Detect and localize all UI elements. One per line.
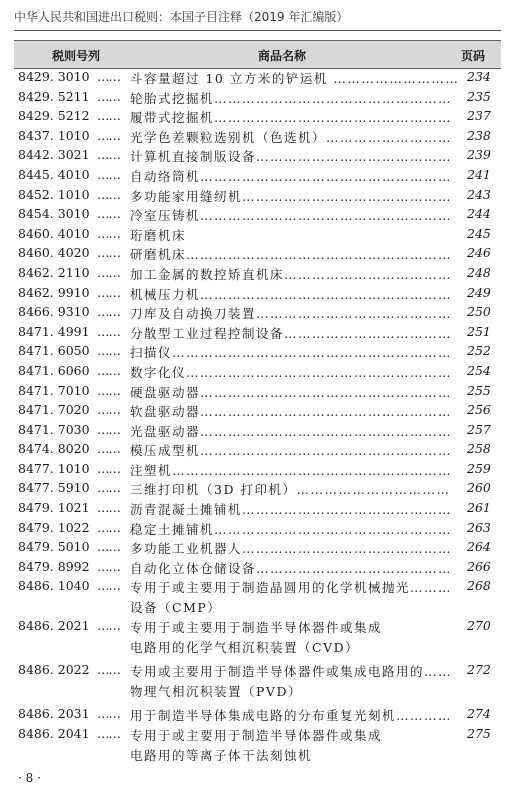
goods-name-line: 冷室压铸机……………………………………………… (130, 208, 453, 224)
tariff-code: 8471. 7020 (18, 402, 90, 418)
goods-name-line: 自动化立体仓储设备…………………………………… (130, 560, 453, 576)
goods-name (130, 245, 460, 263)
leader-dots: …… (97, 558, 120, 574)
leader-dots: …… (97, 147, 120, 163)
header-rule (14, 30, 501, 31)
tariff-code: 8460. 4020 (18, 245, 90, 261)
tariff-code: 8445. 4010 (18, 166, 90, 182)
tariff-code: 8486. 2021 (18, 618, 90, 634)
tariff-code: 8479. 8992 (18, 558, 90, 574)
tariff-code: 8429. 5211 (18, 88, 90, 104)
table-row (14, 147, 501, 167)
goods-name (130, 89, 460, 107)
leader-dots: …… (97, 166, 120, 182)
table-row (14, 108, 501, 128)
leader-dots: …… (97, 69, 120, 84)
table-row (14, 128, 501, 148)
goods-name (130, 69, 460, 87)
goods-name (130, 441, 460, 459)
goods-name (130, 108, 460, 126)
goods-name (130, 461, 460, 479)
page-ref: 241 (467, 166, 491, 182)
goods-name (130, 578, 460, 618)
leader-dots: …… (97, 480, 120, 496)
goods-name (130, 285, 460, 303)
page-ref: 234 (467, 69, 491, 84)
tariff-code: 8471. 7010 (18, 382, 90, 398)
table-row (14, 578, 501, 618)
leader-dots: …… (97, 382, 120, 398)
leader-dots: …… (97, 264, 120, 280)
tariff-code: 8429. 3010 (18, 69, 90, 84)
table-row (14, 480, 501, 500)
page-ref: 250 (467, 304, 491, 320)
table-row (14, 539, 501, 559)
goods-name-line: 扫描仪…………………………………………………… (130, 345, 453, 361)
goods-name-line: 计算机直接制版设备…………………………………… (130, 149, 453, 165)
page-ref: 260 (467, 480, 491, 496)
goods-name (130, 480, 460, 498)
goods-name-line: 电路用的化学气相沉积装置（CVD） (130, 640, 360, 656)
tariff-code: 8462. 9910 (18, 284, 90, 300)
table-body (14, 69, 501, 770)
goods-name-line: 硬盘驱动器……………………………………………… (130, 384, 453, 400)
table-row (14, 618, 501, 662)
page-ref: 268 (467, 578, 491, 594)
page-ref: 263 (467, 519, 491, 535)
leader-dots: …… (97, 362, 120, 378)
leader-dots: …… (97, 402, 120, 418)
goods-name (130, 402, 460, 420)
goods-name-line: 光学色差颗粒选别机（色选机）……………………… (130, 129, 453, 145)
goods-name (130, 324, 460, 342)
table-row (14, 226, 501, 246)
goods-name (130, 706, 460, 724)
page-ref: 249 (467, 284, 491, 300)
leader-dots: …… (97, 519, 120, 535)
page-ref: 270 (467, 618, 491, 634)
tariff-code: 8477. 1010 (18, 460, 90, 476)
goods-name-line: 光盘驱动器……………………………………………… (130, 423, 453, 439)
page-ref: 252 (467, 343, 491, 359)
goods-name-line: 多功能家用缝纫机……………………………………… (130, 188, 453, 204)
tariff-code: 8452. 1010 (18, 186, 90, 202)
table-row (14, 520, 501, 540)
leader-dots: …… (97, 618, 120, 634)
page-ref: 258 (467, 441, 491, 457)
goods-name-line: 模压成型机……………………………………………… (130, 443, 453, 459)
leader-dots: …… (97, 421, 120, 437)
page-ref: 256 (467, 402, 491, 418)
goods-name-line: 专用于或主要用于制造半导体器件或集成 (130, 620, 383, 636)
goods-name-line: 刀库及自动换刀装置…………………………………… (130, 306, 453, 322)
page-ref: 259 (467, 460, 491, 476)
table-row (14, 559, 501, 579)
leader-dots: …… (97, 127, 120, 143)
goods-name-line: 珩磨机床 (130, 227, 187, 243)
goods-name (130, 383, 460, 401)
leader-dots: …… (97, 323, 120, 339)
table-row (14, 206, 501, 226)
table-row (14, 461, 501, 481)
column-header-page: 页码 (461, 49, 486, 63)
goods-name (130, 128, 460, 146)
goods-name-line: 设备（CMP） (130, 600, 222, 616)
leader-dots: …… (97, 578, 120, 594)
page-ref: 275 (467, 726, 491, 742)
leader-dots: …… (97, 662, 120, 678)
page-ref: 243 (467, 186, 491, 202)
leader-dots: …… (97, 245, 120, 261)
table-row (14, 343, 501, 363)
leader-dots: …… (97, 108, 120, 124)
tariff-code: 8454. 3010 (18, 206, 90, 222)
tariff-code: 8437. 1010 (18, 127, 90, 143)
tariff-code: 8486. 2041 (18, 726, 90, 742)
page-ref: 248 (467, 264, 491, 280)
leader-dots: …… (97, 304, 120, 320)
table-row (14, 726, 501, 770)
goods-name (130, 539, 460, 557)
goods-name (130, 265, 460, 283)
goods-name-line: 加工金属的数控矫直机床……………………………… (130, 266, 453, 282)
goods-name (130, 422, 460, 440)
tariff-code: 8477. 5910 (18, 480, 90, 496)
leader-dots: …… (97, 441, 120, 457)
table-row (14, 285, 501, 305)
tariff-code: 8486. 1040 (18, 578, 90, 594)
table-header (14, 40, 501, 69)
leader-dots: …… (97, 539, 120, 555)
goods-name-line: 分散型工业过程控制设备……………………………… (130, 325, 453, 341)
goods-name-line: 注塑机…………………………………………………… (130, 462, 453, 478)
page-ref: 272 (467, 662, 491, 678)
leader-dots: …… (97, 186, 120, 202)
table-row (14, 304, 501, 324)
goods-name (130, 662, 460, 702)
tariff-code: 8466. 9310 (18, 304, 90, 320)
tariff-code: 8462. 2110 (18, 264, 90, 280)
table-row (14, 402, 501, 422)
table-row (14, 265, 501, 285)
page-ref: 255 (467, 382, 491, 398)
table-row (14, 69, 501, 89)
leader-dots: …… (97, 343, 120, 359)
leader-dots: …… (97, 706, 120, 722)
goods-name (130, 363, 460, 381)
table-row (14, 167, 501, 187)
page-ref: 257 (467, 421, 491, 437)
tariff-code: 8479. 1021 (18, 500, 90, 516)
tariff-code: 8471. 4991 (18, 323, 90, 339)
page-ref: 244 (467, 206, 491, 222)
table-row (14, 441, 501, 461)
leader-dots: …… (97, 500, 120, 516)
leader-dots: …… (97, 206, 120, 222)
tariff-code: 8429. 5212 (18, 108, 90, 124)
page-ref: 266 (467, 558, 491, 574)
goods-name (130, 147, 460, 165)
goods-name (130, 304, 460, 322)
goods-name-line: 研磨机床………………………………………………… (130, 247, 453, 263)
goods-name-line: 专用或主要用于制造半导体器件或集成电路用的…… (130, 664, 453, 680)
goods-name (130, 167, 460, 185)
goods-name-line: 数字化仪………………………………………………… (130, 364, 453, 380)
table-row (14, 706, 501, 726)
goods-name (130, 520, 460, 538)
tariff-code: 8460. 4010 (18, 225, 90, 241)
leader-dots: …… (97, 460, 120, 476)
leader-dots: …… (97, 284, 120, 300)
page-ref: 274 (467, 706, 491, 722)
table-row (14, 383, 501, 403)
table-row (14, 187, 501, 207)
tariff-code: 8479. 5010 (18, 539, 90, 555)
goods-name (130, 343, 460, 361)
tariff-code: 8471. 7030 (18, 421, 90, 437)
tariff-code: 8479. 1022 (18, 519, 90, 535)
goods-name-line: 自动络筒机……………………………………………… (130, 168, 453, 184)
page-ref: 239 (467, 147, 491, 163)
tariff-code: 8486. 2031 (18, 706, 90, 722)
tariff-code: 8471. 6060 (18, 362, 90, 378)
goods-name (130, 726, 460, 766)
page-ref: 264 (467, 539, 491, 555)
goods-name (130, 206, 460, 224)
goods-name-line: 轮胎式挖掘机…………………………………………… (130, 90, 453, 106)
leader-dots: …… (97, 88, 120, 104)
goods-name-line: 多功能工业机器人……………………………………… (130, 541, 453, 557)
goods-name-line: 稳定土摊铺机…………………………………………… (130, 521, 453, 537)
goods-name (130, 618, 460, 658)
running-head: 中华人民共和国进出口税则：本国子目注释（2019 年汇编版） (14, 10, 349, 24)
goods-name-line: 用于制造半导体集成电路的分布重复光刻机………… (130, 708, 453, 724)
goods-name (130, 187, 460, 205)
goods-name-line: 斗容量超过 10 立方米的铲运机 ……………………… (130, 71, 460, 86)
table-row (14, 363, 501, 383)
leader-dots: …… (97, 225, 120, 241)
tariff-code: 8442. 3021 (18, 147, 90, 163)
tariff-code: 8474. 8020 (18, 441, 90, 457)
goods-name-line: 电路用的等离子体干法刻蚀机 (130, 748, 313, 764)
page-ref: 237 (467, 108, 491, 124)
page-ref: 246 (467, 245, 491, 261)
table-row (14, 245, 501, 265)
goods-name-line: 软盘驱动器……………………………………………… (130, 404, 453, 420)
goods-name-line: 沥青混凝土摊铺机……………………………………… (130, 502, 453, 518)
leader-dots: …… (97, 726, 120, 742)
table-row (14, 324, 501, 344)
goods-name (130, 559, 460, 577)
column-header-code: 税则号列 (52, 49, 101, 63)
table-row (14, 500, 501, 520)
goods-name-line: 履带式挖掘机…………………………………………… (130, 110, 453, 126)
goods-name (130, 500, 460, 518)
tariff-code: 8486. 2022 (18, 662, 90, 678)
page-number: · 8 · (18, 771, 41, 785)
goods-name (130, 226, 460, 244)
table-row (14, 662, 501, 706)
column-header-name: 商品名称 (258, 49, 307, 63)
goods-name-line: 三维打印机（3D 打印机）…………………………… (130, 482, 451, 498)
page-ref: 251 (467, 323, 491, 339)
table-row (14, 89, 501, 109)
page-ref: 235 (467, 88, 491, 104)
goods-name-line: 物理气相沉积装置（PVD） (130, 684, 302, 700)
page-ref: 261 (467, 500, 491, 516)
goods-name-line: 专用于或主要用于制造晶圆用的化学机械抛光……… (130, 580, 453, 596)
page-ref: 245 (467, 225, 491, 241)
page-ref: 238 (467, 127, 491, 143)
goods-name-line: 机械压力机……………………………………………… (130, 286, 453, 302)
table-row (14, 422, 501, 442)
tariff-code: 8471. 6050 (18, 343, 90, 359)
goods-name-line: 专用于或主要用于制造半导体器件或集成 (130, 728, 383, 744)
page-ref: 254 (467, 362, 491, 378)
